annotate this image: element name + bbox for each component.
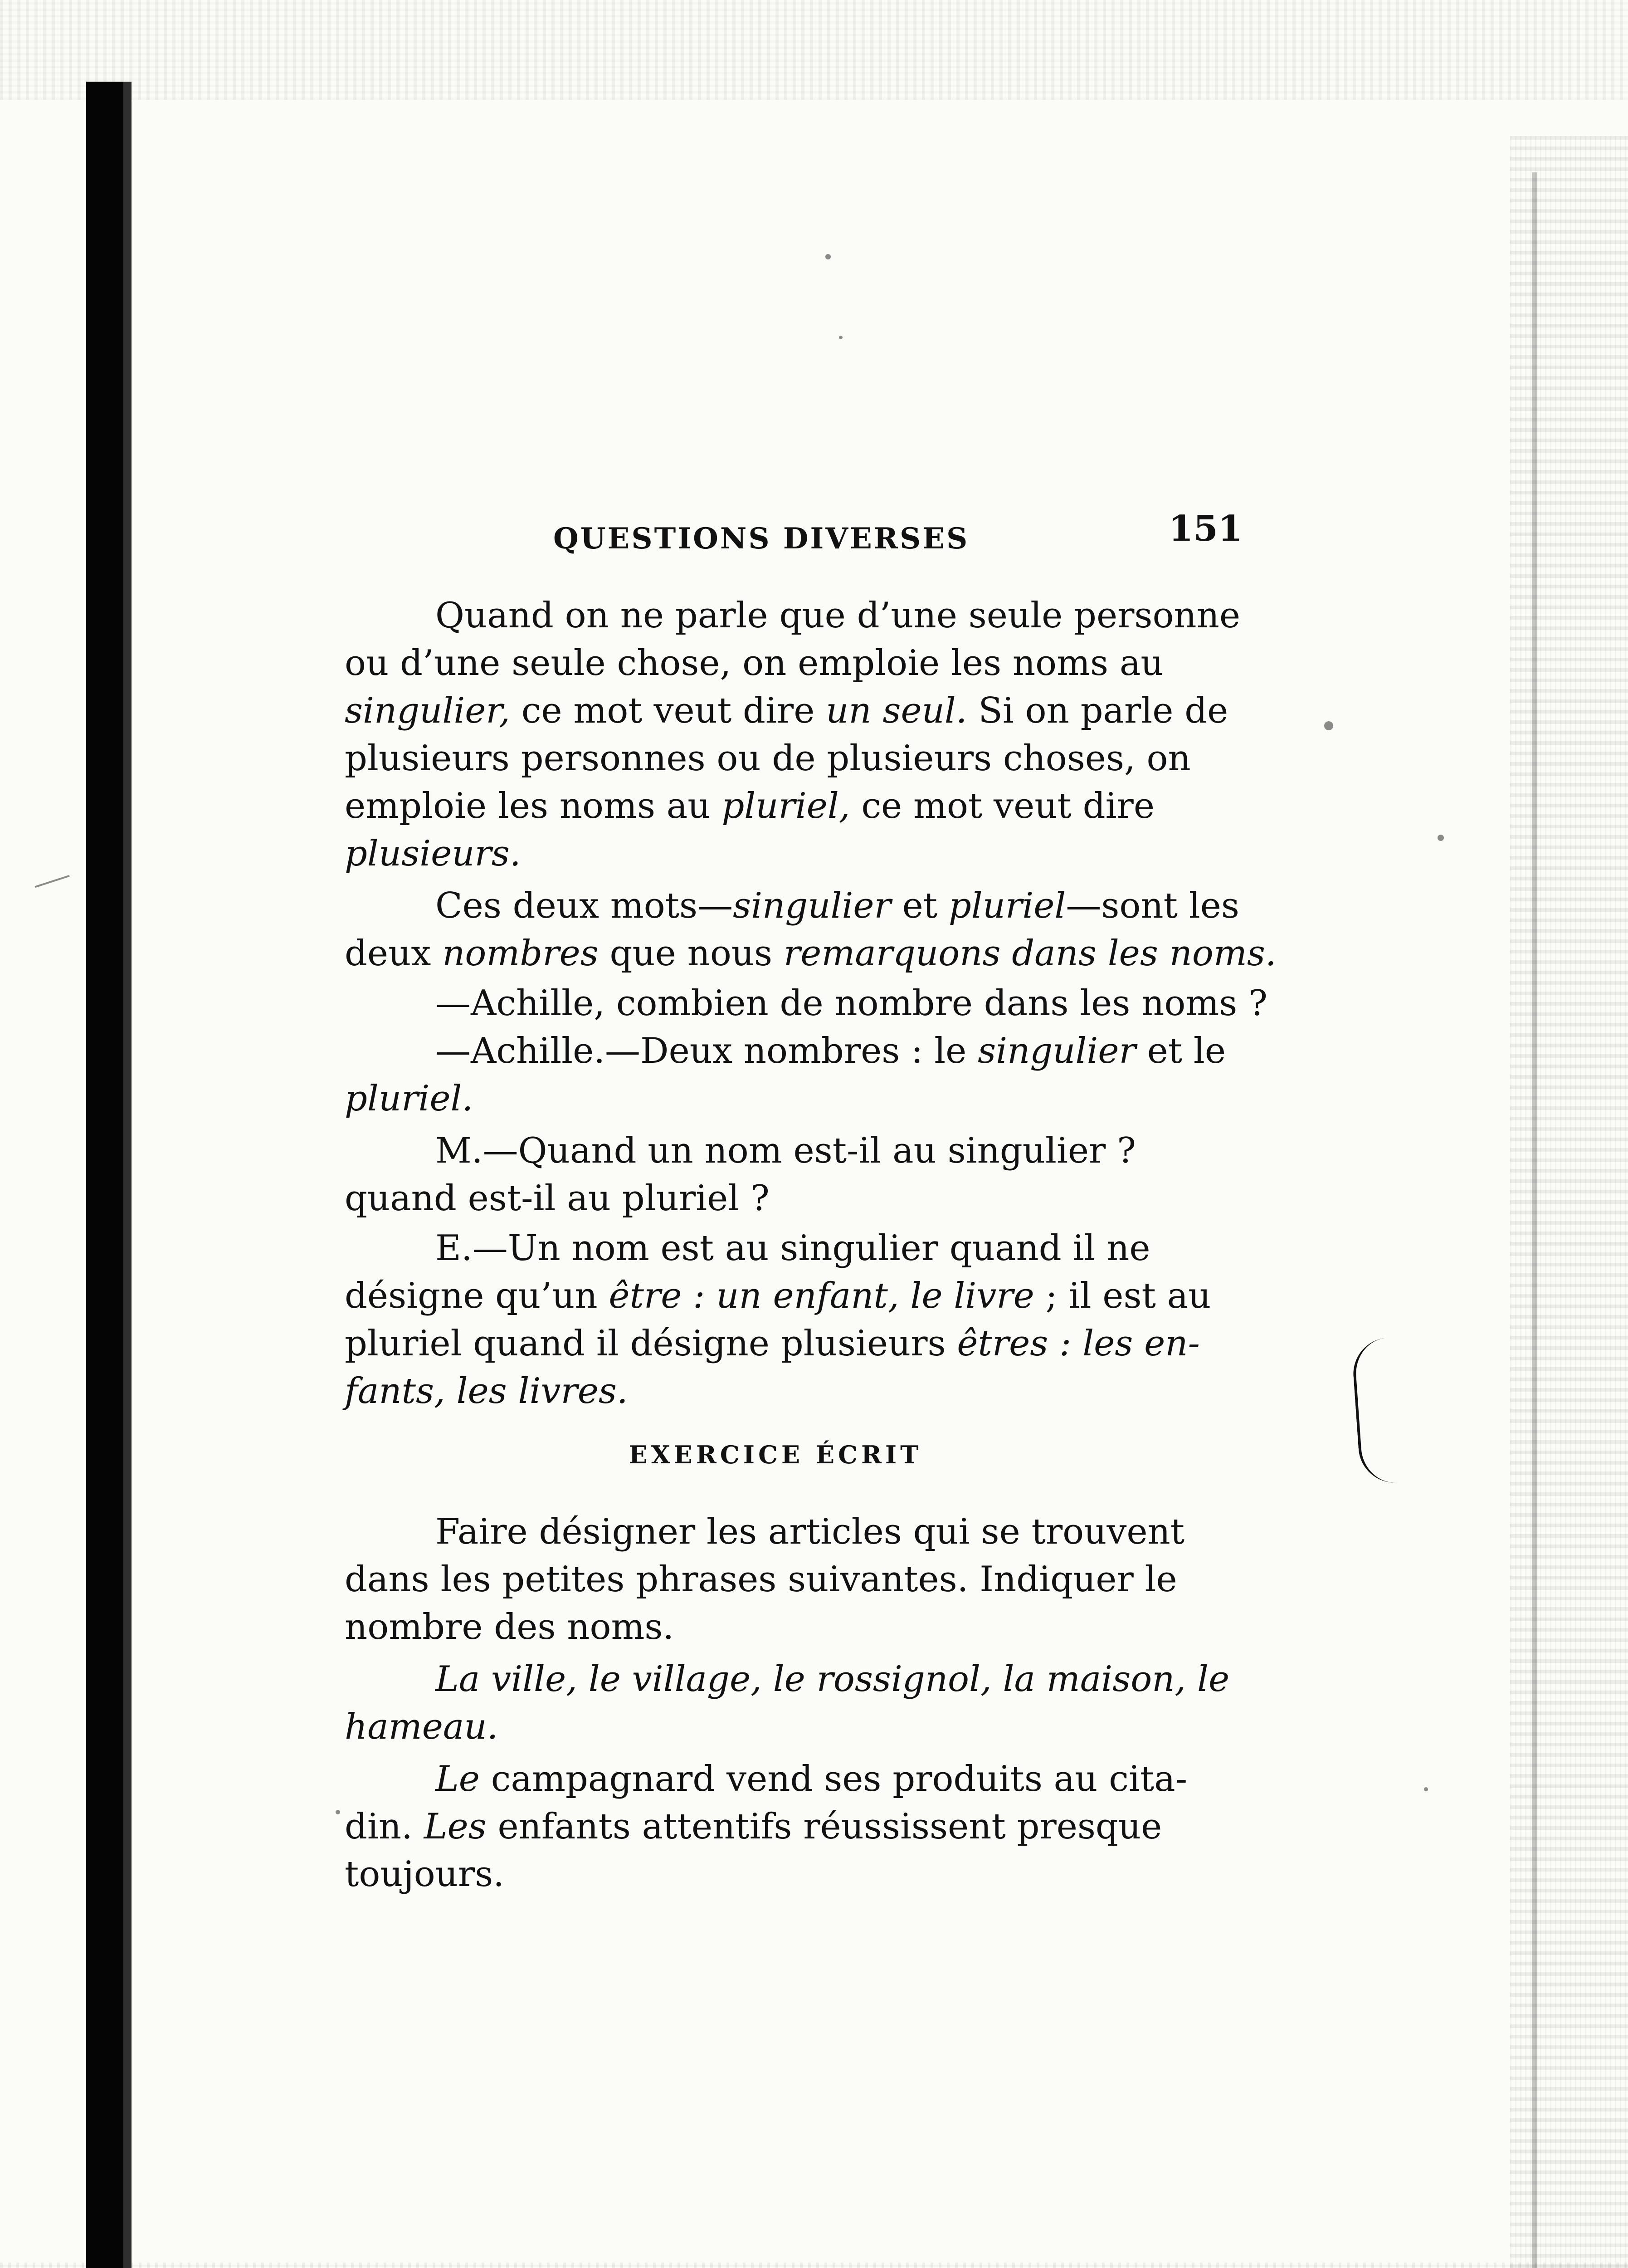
italic-term: pluriel, [721, 786, 850, 826]
exercise-text: din. [345, 1806, 424, 1847]
exercise-text: Faire désigner les articles qui se trouvent [435, 1511, 1185, 1552]
page-number: 151 [1169, 508, 1243, 549]
exercise-line [345, 1556, 1224, 1603]
paragraph-text: plusieurs personnes ou de plusieurs choses, on [345, 738, 1191, 779]
paragraph-line [345, 687, 1228, 735]
dialogue-line [435, 980, 1267, 1027]
dialogue-text: E.—Un nom est au singulier quand il ne [435, 1228, 1150, 1269]
paragraph-line [345, 830, 1224, 878]
exercise-line [345, 1703, 1224, 1751]
italic-term: être : un enfant, le livre [609, 1276, 1034, 1316]
dialogue-line [345, 1075, 1224, 1123]
exercise-line [345, 1603, 1224, 1651]
italic-article: Le [435, 1759, 480, 1799]
dialogue-line [345, 1320, 1224, 1368]
dialogue-text: pluriel quand il désigne plusieurs [345, 1323, 957, 1364]
paragraph-text: Si on parle de [967, 690, 1228, 731]
dialogue-line [435, 1225, 1224, 1272]
paragraph-line [435, 592, 1241, 640]
paragraph-line [345, 640, 1224, 687]
paragraph-text: —sont les [1066, 885, 1239, 926]
italic-term: singulier [978, 1031, 1136, 1071]
paragraph-line [345, 735, 1224, 782]
exercise-line [435, 1755, 1224, 1803]
paragraph-text: ce mot veut dire [510, 690, 826, 731]
paragraph-text: emploie les noms au [345, 786, 722, 826]
dialogue-line [345, 1368, 1224, 1415]
italic-term: singulier [733, 885, 891, 926]
italic-example-text: La ville, le village, le rossignol, la maison, le [435, 1659, 1230, 1700]
running-title: QUESTIONS DIVERSES [553, 522, 970, 556]
dialogue-text: —Achille.—Deux nombres : le [435, 1031, 978, 1071]
paragraph-text: Quand on ne parle que d’une seule personne [435, 595, 1241, 636]
dialogue-text: M.—Quand un nom est-il au singulier ? [435, 1130, 1136, 1171]
dialogue-text: ; il est au [1034, 1276, 1211, 1316]
italic-article: Les [424, 1806, 487, 1847]
italic-term: nombres [442, 933, 599, 974]
italic-term: êtres : les en- [957, 1323, 1200, 1364]
exercise-heading: EXERCICE ÉCRIT [629, 1440, 922, 1469]
dialogue-text: et le [1136, 1031, 1226, 1071]
dialogue-line [345, 1272, 1224, 1320]
dialogue-text: —Achille, combien de nombre dans les noms ? [435, 983, 1267, 1024]
dialogue-line [435, 1127, 1224, 1175]
page-header [553, 508, 1243, 562]
italic-example-text: hameau. [345, 1706, 498, 1747]
exercise-line [345, 1851, 1224, 1898]
dialogue-text: quand est-il au pluriel ? [345, 1178, 770, 1219]
italic-term: pluriel. [345, 1078, 473, 1119]
italic-term: plusieurs. [345, 833, 521, 874]
exercise-text: dans les petites phrases suivantes. Indiquer le [345, 1559, 1177, 1600]
italic-term: fants, les livres. [345, 1371, 628, 1412]
exercise-text: toujours. [345, 1854, 505, 1895]
exercise-text: enfants attentifs réussissent presque [486, 1806, 1162, 1847]
italic-term: singulier, [345, 690, 510, 731]
dialogue-line [435, 1027, 1224, 1075]
paragraph-text: Ces deux mots— [435, 885, 733, 926]
italic-term: un seul. [826, 690, 967, 731]
exercise-line [435, 1508, 1224, 1556]
exercise-text: campagnard vend ses produits au cita- [479, 1759, 1188, 1799]
exercise-line [435, 1656, 1230, 1703]
italic-term: pluriel [948, 885, 1066, 926]
paragraph-line [345, 782, 1224, 830]
dialogue-line [345, 1175, 1224, 1222]
paragraph-text: que nous [598, 933, 784, 974]
italic-term: remarquons dans les noms. [783, 933, 1277, 974]
exercise-text: nombre des noms. [345, 1607, 674, 1647]
paragraph-text: deux [345, 933, 443, 974]
paragraph-text: et [891, 885, 949, 926]
paragraph-text: ou d’une seule chose, on emploie les noms au [345, 643, 1164, 684]
paragraph-text: ce mot veut dire [850, 786, 1155, 826]
dialogue-text: désigne qu’un [345, 1276, 609, 1316]
paragraph-line [435, 882, 1239, 930]
exercise-line [345, 1803, 1224, 1851]
paragraph-line [345, 930, 1277, 978]
